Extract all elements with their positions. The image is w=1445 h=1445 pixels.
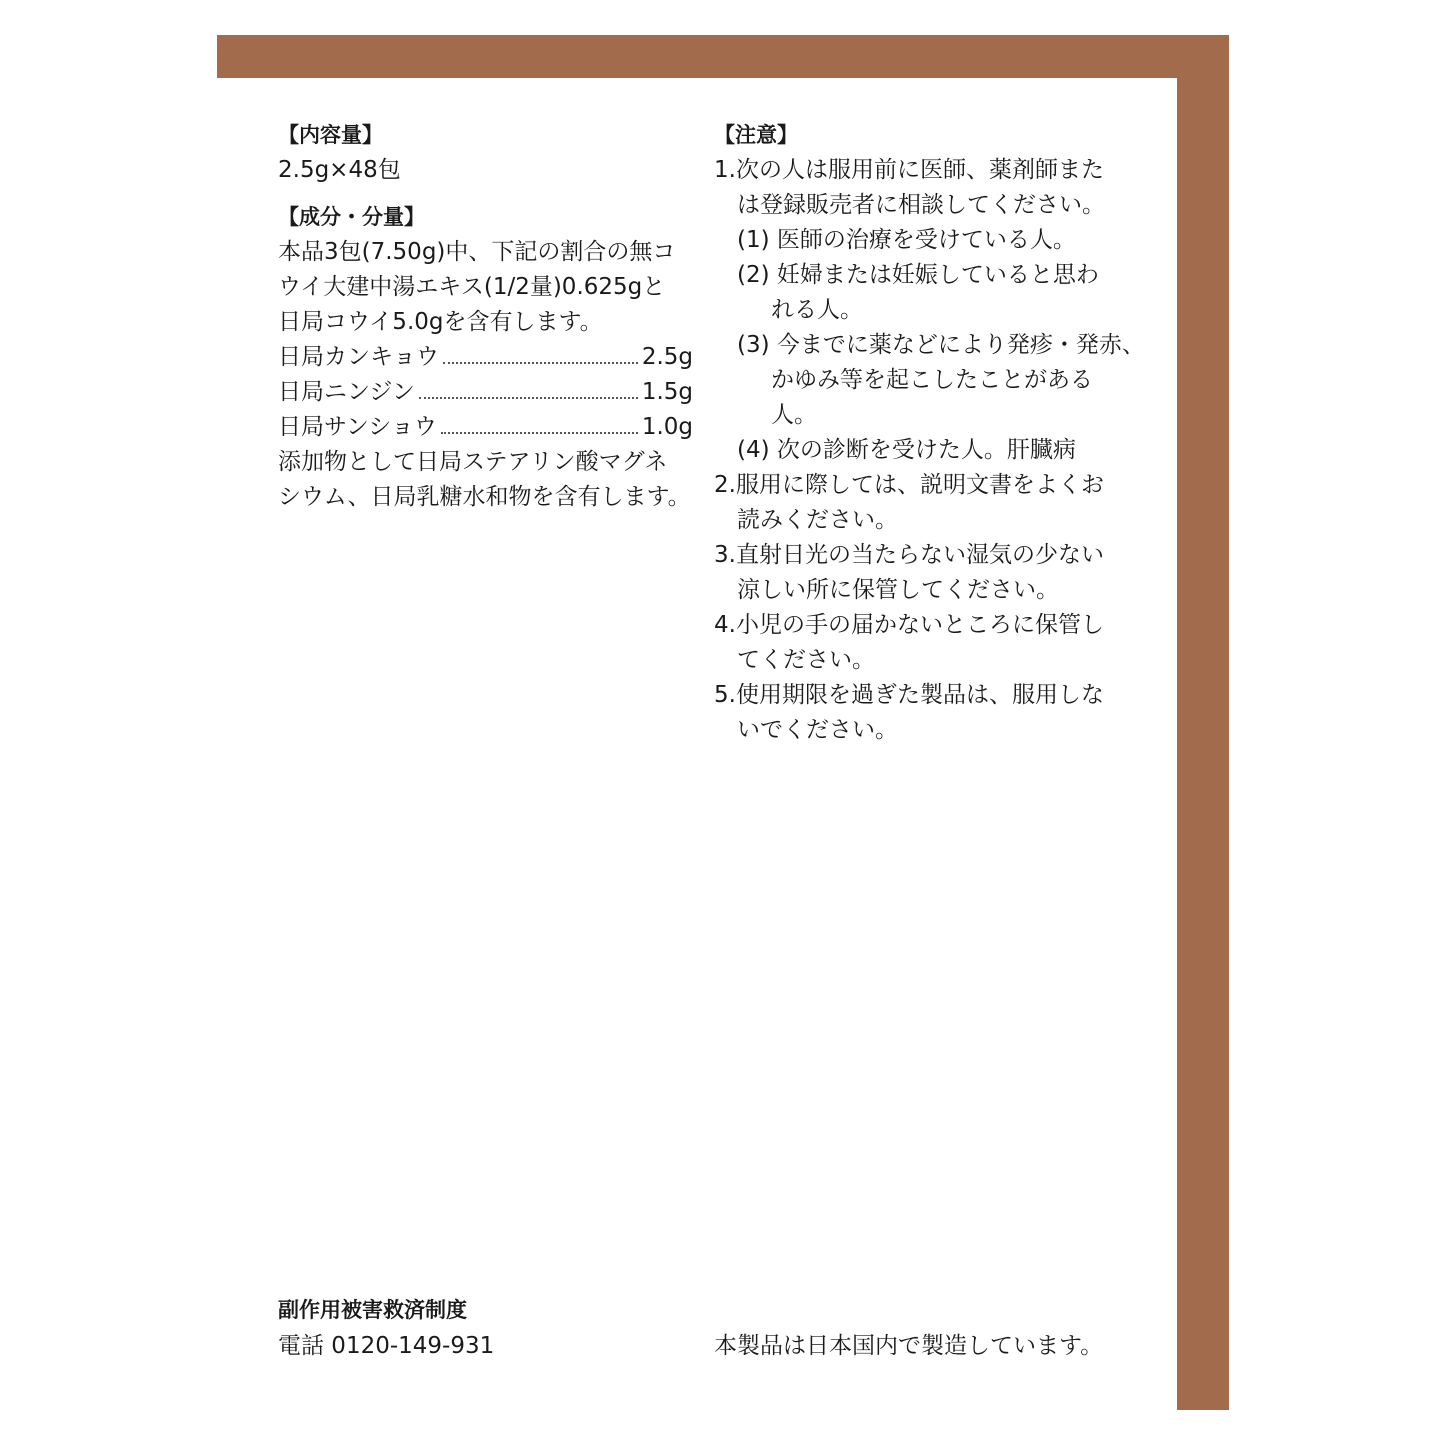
- relief-system-phone: 電話 0120-149-931: [278, 1333, 495, 1359]
- caution-item-1: 1.次の人は服用前に医師、薬剤師また: [714, 157, 1104, 183]
- caution-item-5-cont: いでください。: [737, 717, 898, 743]
- relief-system-block: [278, 1292, 494, 1364]
- caution-sub-1: (1) 医師の治療を受けている人。: [737, 227, 1076, 253]
- made-in-japan-note: 本製品は日本国内で製造しています。: [714, 1333, 1104, 1359]
- ingredient-row: [278, 340, 693, 375]
- caution-item-5: 5.使用期限を過ぎた製品は、服用しな: [714, 682, 1104, 708]
- caution-sub-3-cont: かゆみ等を起こしたことがある: [771, 367, 1093, 393]
- caution-item-2-cont: 読みください。: [737, 507, 898, 533]
- caution-item-4: 4.小児の手の届かないところに保管し: [714, 612, 1104, 638]
- caution-sub-2-cont: れる人。: [771, 297, 863, 323]
- caution-sub-2: (2) 妊婦または妊娠していると思わ: [737, 262, 1099, 288]
- dot-leader: [441, 432, 638, 434]
- ingredient-name: 日局カンキョウ: [278, 344, 439, 370]
- left-column: [278, 118, 693, 515]
- top-brown-band: [217, 35, 1229, 78]
- dot-leader: [419, 397, 638, 399]
- right-brown-band: [1177, 35, 1229, 1410]
- ingredient-amount: 2.5g: [641, 344, 693, 370]
- caution-sub-3-cont: 人。: [771, 402, 817, 428]
- ingredients-heading: 【成分・分量】: [278, 205, 425, 229]
- ingredient-amount: 1.0g: [641, 414, 693, 440]
- caution-item-1-cont: は登録販売者に相談してください。: [737, 192, 1105, 218]
- ingredient-row: [278, 375, 693, 410]
- caution-heading: 【注意】: [714, 123, 798, 147]
- caution-item-2: 2.服用に際しては、説明文書をよくお: [714, 472, 1104, 498]
- ingredient-row: [278, 410, 693, 445]
- caution-item-3: 3.直射日光の当たらない湿気の少ない: [714, 542, 1104, 568]
- caution-sub-3: (3) 今までに薬などにより発疹・発赤、: [737, 332, 1145, 358]
- ingredients-intro-line: ウイ大建中湯エキス(1/2量)0.625gと: [278, 274, 666, 300]
- contents-heading: 【内容量】: [278, 123, 383, 147]
- relief-system-title: 副作用被害救済制度: [278, 1298, 467, 1322]
- additive-line: 添加物として日局ステアリン酸マグネ: [278, 449, 668, 475]
- additive-line: シウム、日局乳糖水和物を含有します。: [278, 484, 691, 510]
- caution-item-3-cont: 涼しい所に保管してください。: [737, 577, 1059, 603]
- caution-item-4-cont: てください。: [737, 647, 875, 673]
- caution-sub-4: (4) 次の診断を受けた人。肝臓病: [737, 437, 1076, 463]
- right-column: [714, 118, 1154, 748]
- dot-leader: [443, 362, 638, 364]
- contents-value: 2.5g×48包: [278, 157, 401, 183]
- ingredient-amount: 1.5g: [641, 379, 693, 405]
- ingredients-intro-line: 日局コウイ5.0gを含有します。: [278, 309, 603, 335]
- ingredient-name: 日局ニンジン: [278, 379, 415, 405]
- ingredients-intro-line: 本品3包(7.50g)中、下記の割合の無コ: [278, 239, 676, 265]
- ingredient-name: 日局サンショウ: [278, 414, 437, 440]
